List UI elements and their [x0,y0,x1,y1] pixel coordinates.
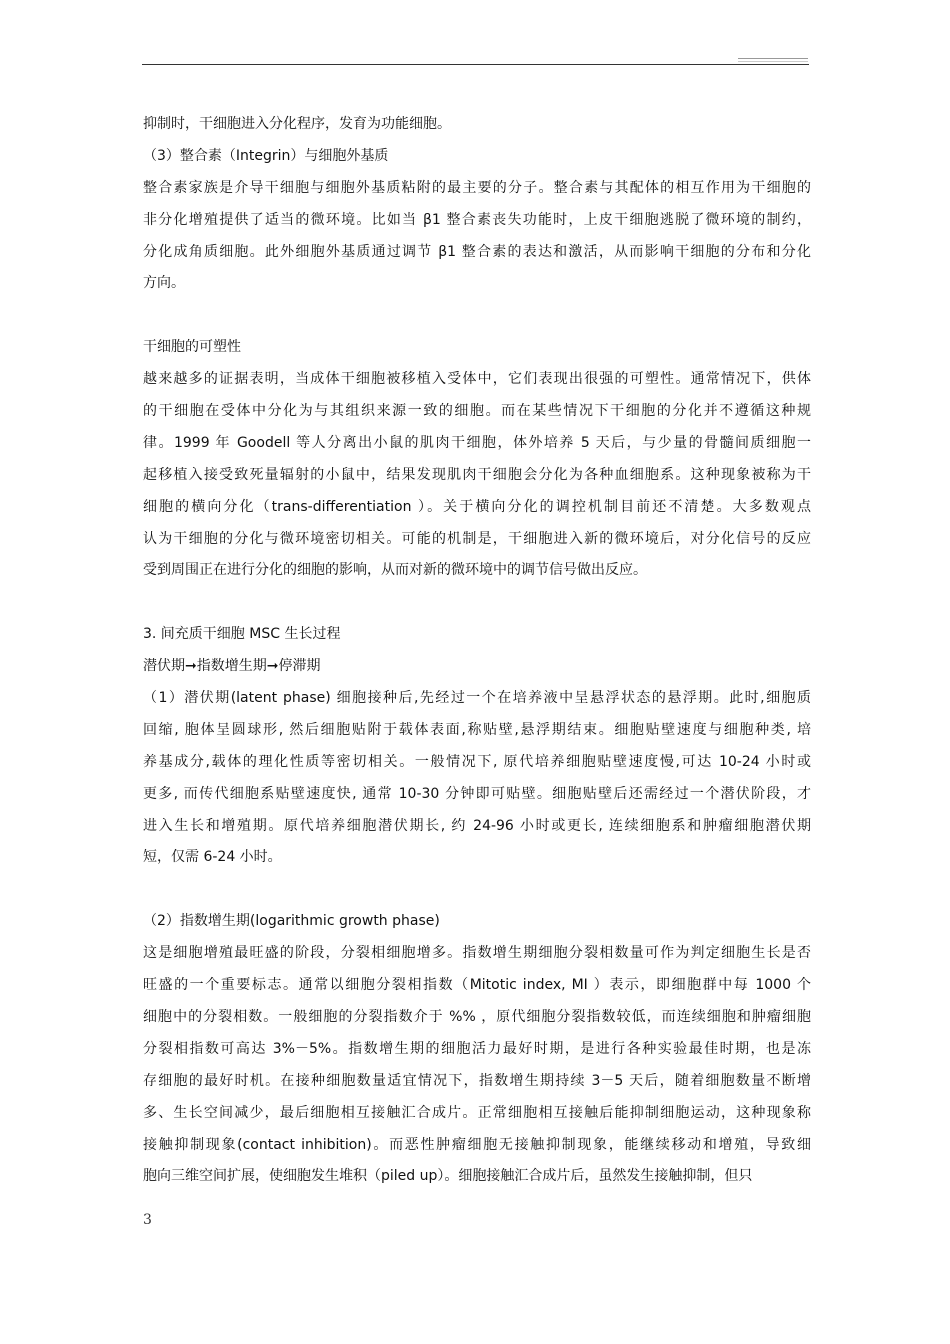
paragraph [143,619,811,651]
header-mark-secondary [738,61,808,62]
text-line: 非分化增殖提供了适当的微环境。比如当 β1 整合素丧失功能时，上皮干细胞逃脱了微环境的制约， [143,211,811,228]
paragraph [143,874,811,906]
text-line: 分化成角质细胞。此外细胞外基质通过调节 β1 整合素的表达和激活，从而影响干细胞的分布和分化 [143,243,811,260]
text-line: 方向。 [143,275,185,292]
text-line: 受到周围正在进行分化的细胞的影响，从而对新的微环境中的调节信号做出反应。 [143,562,647,579]
text-line: 细胞中的分裂相数。一般细胞的分裂指数介于 %% ，原代细胞分裂指数较低，而连续细胞和肿瘤细胞 [143,1008,811,1025]
text-line: 抑制时，干细胞进入分化程序，发育为功能细胞。 [143,116,451,132]
paragraph [143,173,811,301]
blank-line [143,874,811,906]
paragraph [143,141,811,173]
text-line: 短，仅需 6-24 小时。 [143,849,282,866]
text-line: 认为干细胞的分化与微环境密切相关。可能的机制是，干细胞进入新的微环境后，对分化信号的反应 [143,530,811,547]
text-line: 干细胞的可塑性 [143,339,241,356]
body-text [143,109,811,1193]
text-line: （1）潜伏期(latent phase) 细胞接种后,先经过一个在培养液中呈悬浮状态的悬浮期。此时,细胞质 [143,690,811,707]
page-number: 3 [143,1212,152,1228]
text-line: 的干细胞在受体中分化为与其组织来源一致的细胞。而在某些情况下干细胞的分化并不遵循这种规 [143,403,811,420]
text-line: 潜伏期➞指数增生期➞停滞期 [143,658,321,675]
header-rule [142,64,809,65]
text-line: 回缩, 胞体呈圆球形, 然后细胞贴附于载体表面,称贴壁,悬浮期结束。细胞贴壁速度与细胞种类, 培 [143,721,811,738]
header-mark [738,58,808,59]
paragraph [143,300,811,332]
blank-line [143,587,811,619]
paragraph [143,906,811,938]
text-line: 起移植入接受致死量辐射的小鼠中，结果发现肌肉干细胞会分化为各种血细胞系。这种现象被称为干 [143,466,811,483]
text-line: 接触抑制现象(contact inhibition)。而恶性肿瘤细胞无接触抑制现象，能继续移动和增殖，导致细 [143,1136,811,1153]
text-line: 多、生长空间减少，最后细胞相互接触汇合成片。正常细胞相互接触后能抑制细胞运动，这种现象称 [143,1104,811,1121]
text-line: 养基成分,载体的理化性质等密切相关。一般情况下, 原代培养细胞贴壁速度慢,可达 10-24 小时或 [143,753,811,770]
text-line: 进入生长和增殖期。原代培养细胞潜伏期长, 约 24-96 小时或更长, 连续细胞系和肿瘤细胞潜伏期 [143,817,811,834]
paragraph [143,587,811,619]
text-line: 整合素家族是介导干细胞与细胞外基质粘附的最主要的分子。整合素与其配体的相互作用为干细胞的 [143,179,811,196]
text-line: 分裂相指数可高达 3%－5%。指数增生期的细胞活力最好时期，是进行各种实验最佳时期，也是冻 [143,1040,811,1057]
text-line: 存细胞的最好时机。在接种细胞数量适宜情况下，指数增生期持续 3－5 天后，随着细胞数量不断增 [143,1072,811,1089]
text-line: 这是细胞增殖最旺盛的阶段，分裂相细胞增多。指数增生期细胞分裂相数量可作为判定细胞生长是否 [143,945,811,962]
blank-line [143,300,811,332]
paragraph [143,683,811,874]
paragraph [143,332,811,364]
text-line: 细胞的横向分化（trans-differentiation ）。关于横向分化的调控机制目前还不清楚。大多数观点 [143,498,811,515]
text-line: （2）指数增生期(logarithmic growth phase) [143,913,440,930]
text-line: 旺盛的一个重要标志。通常以细胞分裂相指数（Mitotic index, MI ）表示，即细胞群中每 1000 个 [143,977,811,994]
text-line: 越来越多的证据表明，当成体干细胞被移植入受体中，它们表现出很强的可塑性。通常情况下，供体 [143,371,811,388]
paragraph [143,364,811,587]
text-line: 更多, 而传代细胞系贴壁速度快, 通常 10-30 分钟即可贴壁。细胞贴壁后还需经过一个潜伏阶段，才 [143,785,811,802]
text-line: 胞向三维空间扩展，使细胞发生堆积（piled up）。细胞接触汇合成片后，虽然发生接触抑制，但只 [143,1168,753,1185]
paragraph [143,109,811,141]
paragraph [143,938,811,1193]
paragraph [143,651,811,683]
text-line: （3）整合素（Integrin）与细胞外基质 [143,147,389,164]
text-line: 3. 间充质干细胞 MSC 生长过程 [143,626,341,643]
text-line: 律。1999 年 Goodell 等人分离出小鼠的肌肉干细胞，体外培养 5 天后，与少量的骨髓间质细胞一 [143,434,811,451]
